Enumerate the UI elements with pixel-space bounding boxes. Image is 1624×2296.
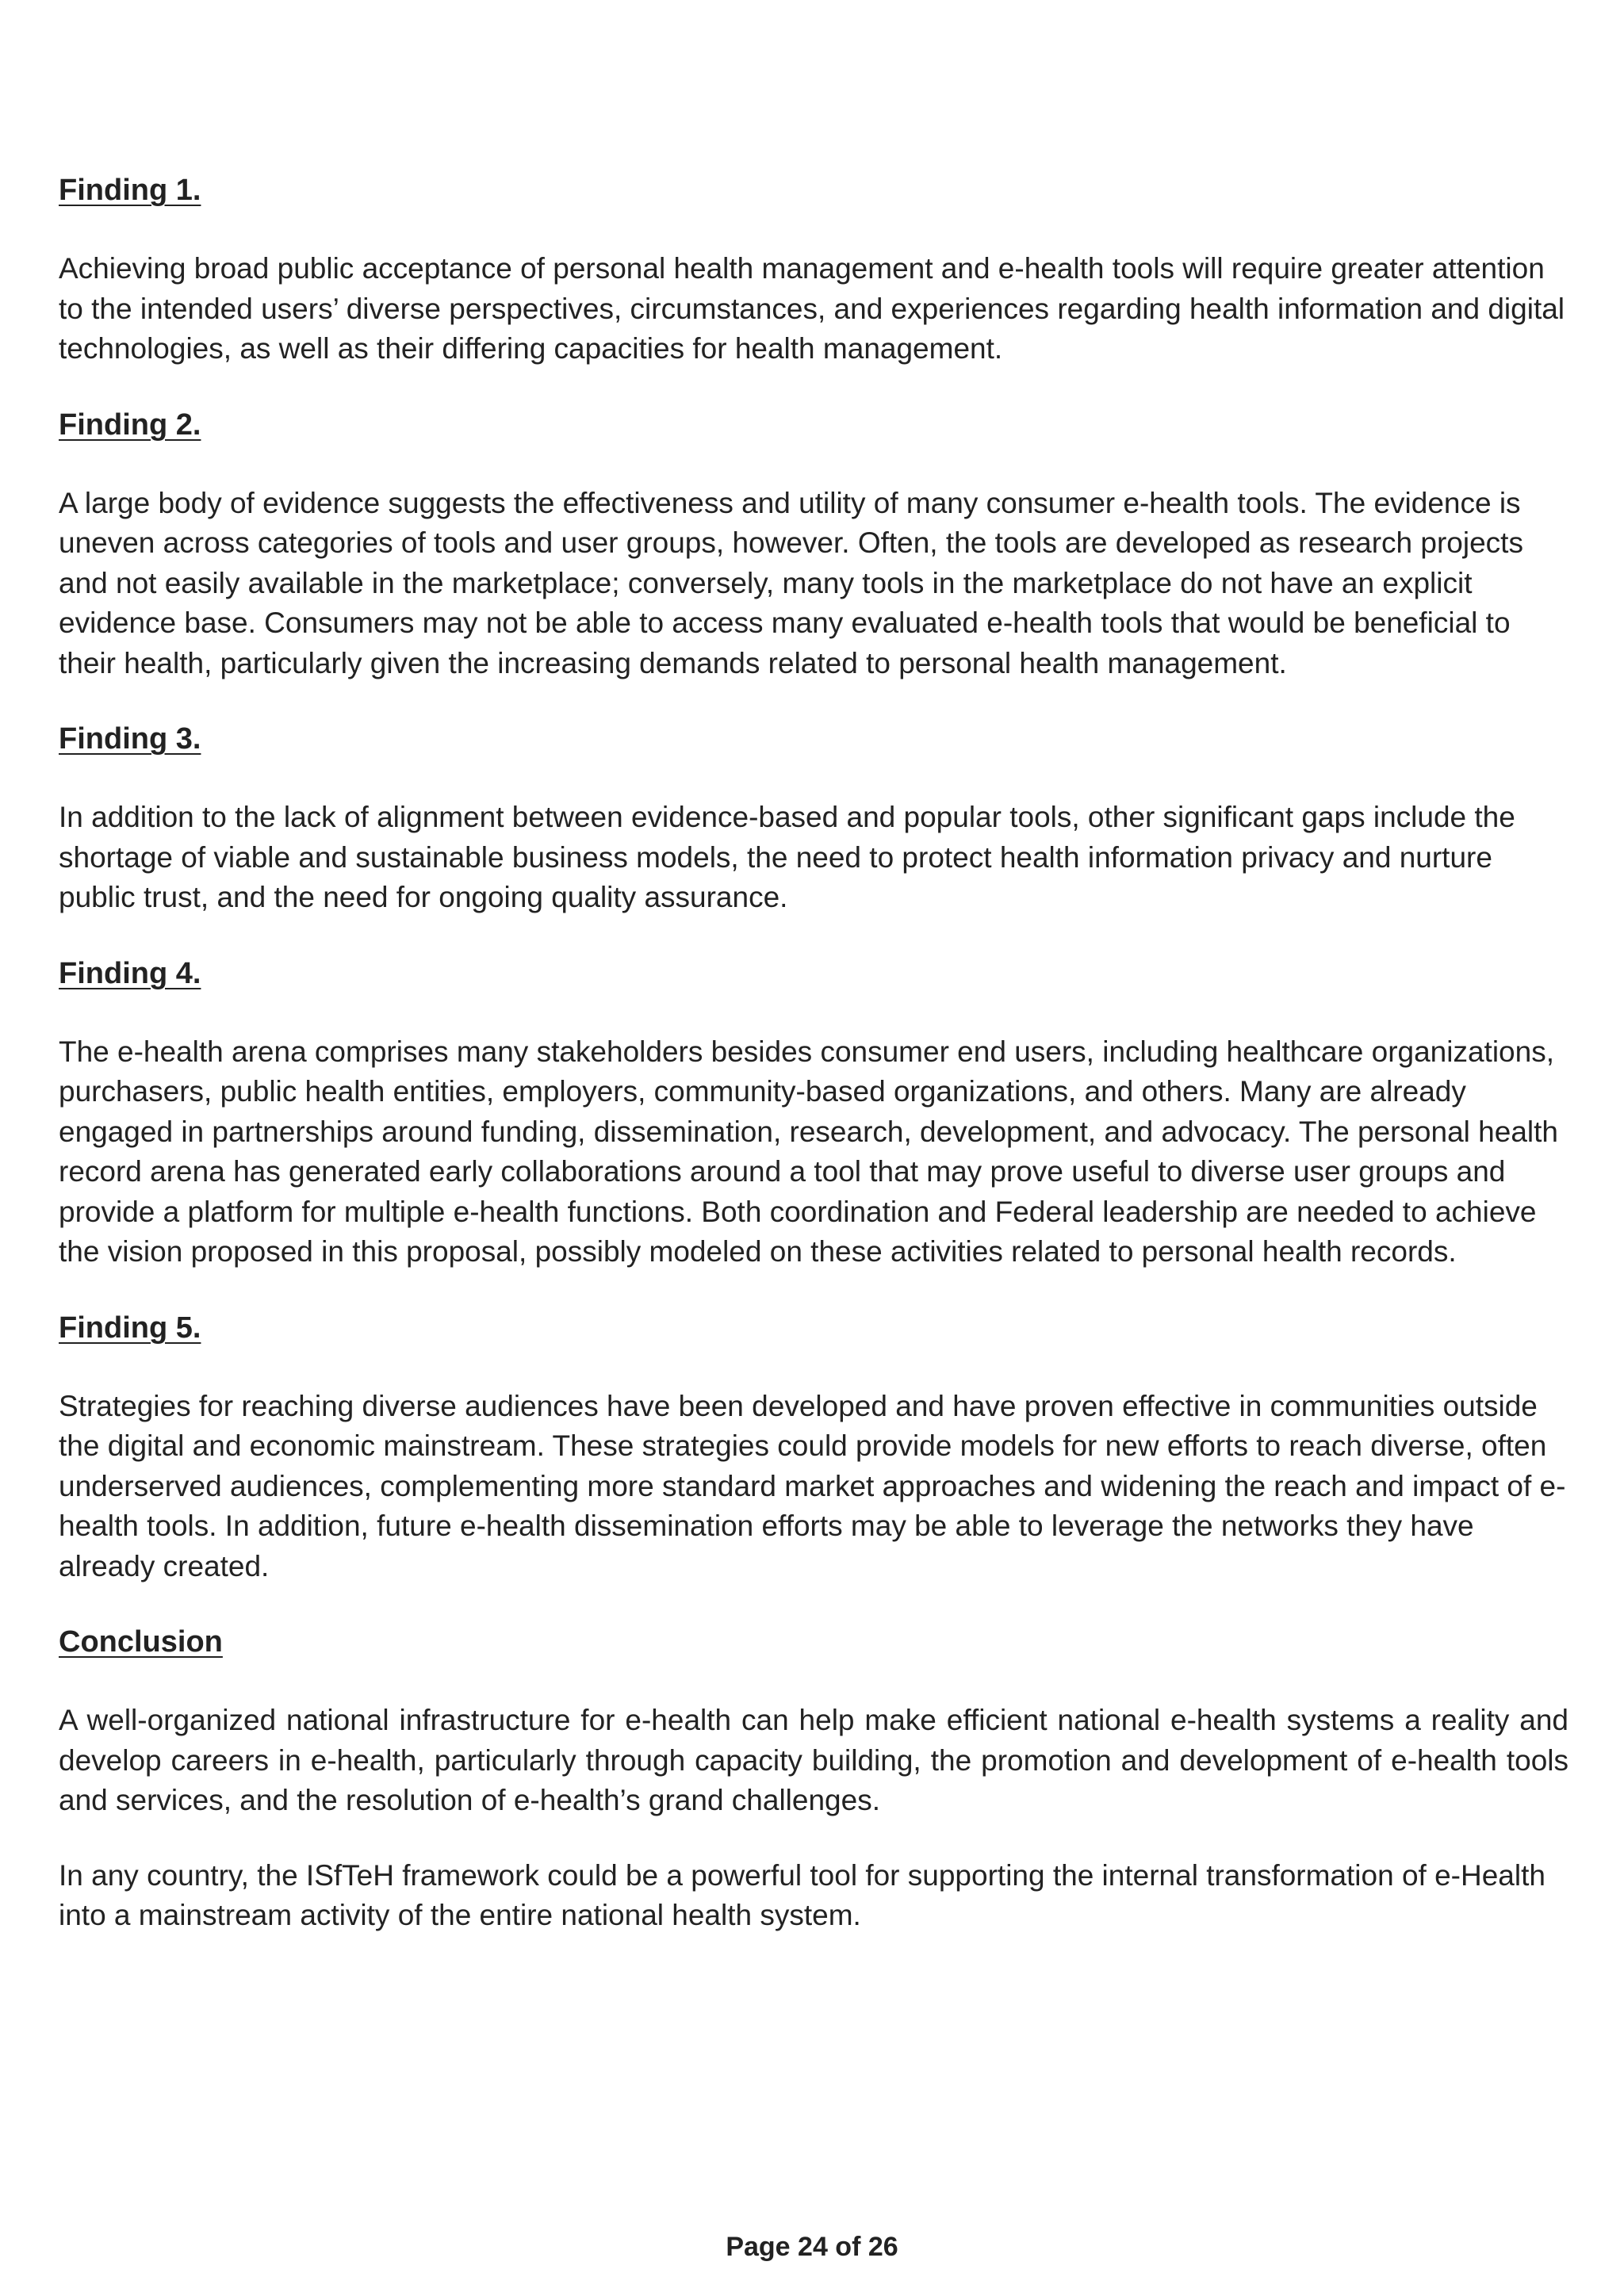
document-body bbox=[59, 166, 1568, 1968]
conclusion-paragraph-1: A well-organized national infrastructure for e-health can help make efficient national e-health systems a reality and develop careers in e-health, particularly through capacity building, the promotion and development of e-health tools and services, and the resolution of e-health’s grand challenges. bbox=[59, 1704, 1568, 1816]
finding-5-section bbox=[59, 1304, 1568, 1587]
finding-2-text: A large body of evidence suggests the effectiveness and utility of many consumer e-health tools. The evidence is uneven across categories of tools and user groups, however. Often, the tools are developed as research projects and not easily available in the marketplace; conversely, many tools in the marketplace do not have an explicit evidence base. Consumers may not be able to access many evaluated e-health tools that would be beneficial to their health, particularly given the increasing demands related to personal health management. bbox=[59, 486, 1523, 679]
conclusion-section bbox=[59, 1618, 1568, 1936]
finding-5-text: Strategies for reaching diverse audiences have been developed and have proven effective in communities outside the digital and economic mainstream. These strategies could provide models for new efforts to reach diverse, often underserved audiences, complementing more standard market approaches and widening the reach and impact of e-health tools. In addition, future e-health dissemination efforts may be able to leverage the networks they have already created. bbox=[59, 1389, 1566, 1582]
finding-4-section bbox=[59, 950, 1568, 1272]
finding-1-text: Achieving broad public acceptance of personal health management and e-health tools will require greater attention to the intended users’ diverse perspectives, circumstances, and experiences regarding health information and digital technologies, as well as their differing capacities for health management. bbox=[59, 252, 1565, 365]
finding-3-text: In addition to the lack of alignment between evidence-based and popular tools, other significant gaps include the shortage of viable and sustainable business models, the need to protect health information privacy and nurture public trust, and the need for ongoing quality assurance. bbox=[59, 801, 1515, 913]
page-number: Page 24 of 26 bbox=[726, 2232, 898, 2262]
finding-1-section bbox=[59, 166, 1568, 369]
finding-3-heading: Finding 3. bbox=[59, 722, 201, 756]
finding-2-section bbox=[59, 401, 1568, 684]
finding-4-heading: Finding 4. bbox=[59, 956, 201, 990]
finding-2-heading: Finding 2. bbox=[59, 408, 201, 442]
finding-1-heading: Finding 1. bbox=[59, 174, 201, 207]
conclusion-paragraph-2: In any country, the ISfTeH framework could be a powerful tool for supporting the internal transformation of e-Health into a mainstream activity of the entire national health system. bbox=[59, 1858, 1545, 1931]
finding-4-text: The e-health arena comprises many stakeholders besides consumer end users, including healthcare organizations, purchasers, public health entities, employers, community-based organizations, and others. Many are already engaged in partnerships around funding, dissemination, research, development, and advocacy. The personal health record arena has generated early collaborations around a tool that may prove useful to diverse user groups and provide a platform for multiple e-health functions. Both coordination and Federal leadership are needed to achieve the vision proposed in this proposal, possibly modeled on these activities related to personal health records. bbox=[59, 1035, 1558, 1268]
finding-5-heading: Finding 5. bbox=[59, 1311, 201, 1345]
finding-3-section bbox=[59, 715, 1568, 918]
conclusion-heading: Conclusion bbox=[59, 1625, 223, 1659]
